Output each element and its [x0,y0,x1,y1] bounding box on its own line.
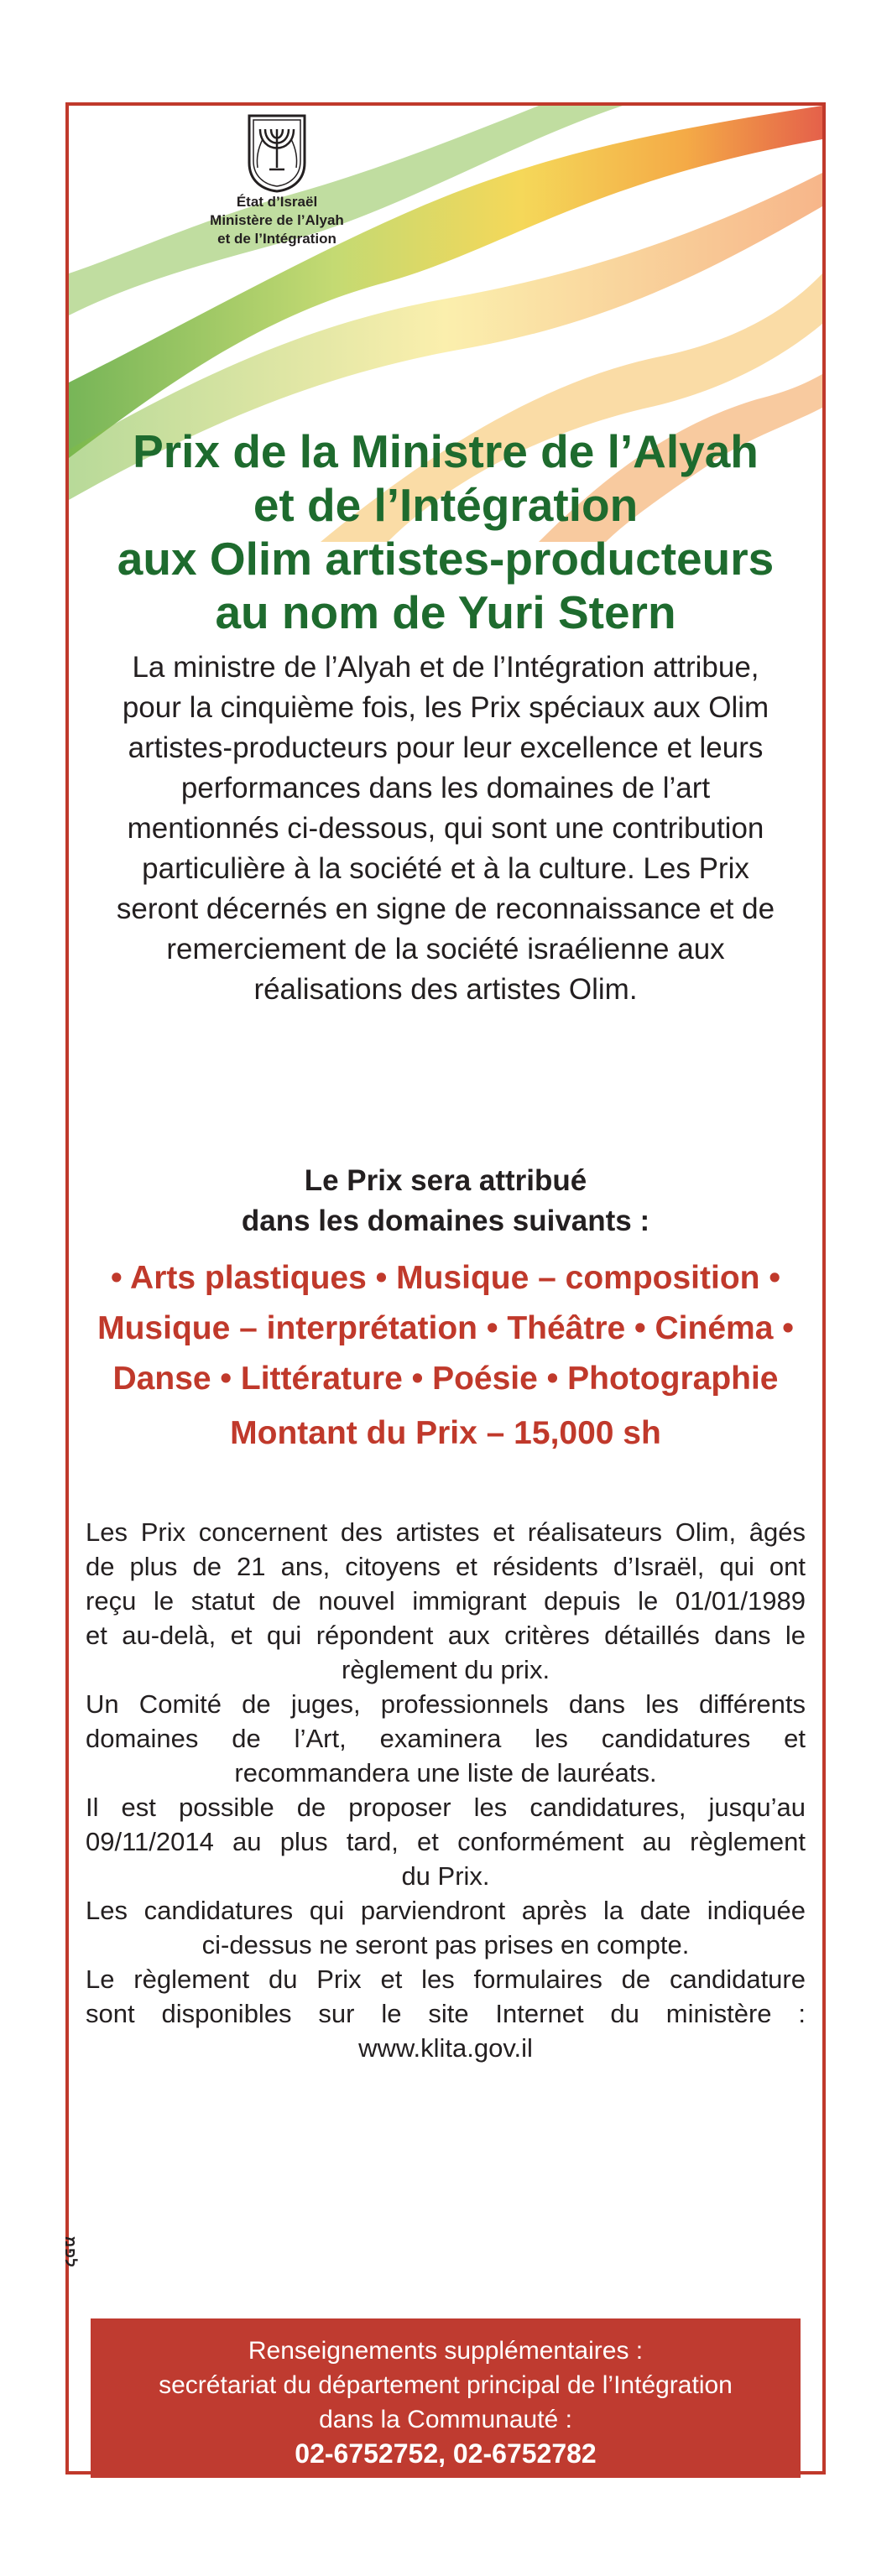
page-title [69,424,822,639]
info-line: Renseignements supplémentaires : [248,2337,644,2365]
body-line: règlement du prix. [341,1655,550,1684]
body-line: Il est possible de proposer les candidatures, jusqu’au [86,1793,806,1822]
body-line: ci-dessus ne seront pas prises en compte. [201,1930,690,1959]
domains-heading [69,1161,822,1241]
domains-list [69,1253,822,1404]
title-line: et de l’Intégration [253,479,639,531]
intro-line: particulière à la société et à la culture. Les Prix [142,852,749,885]
phone-numbers[interactable]: 02-6752752, 02-6752782 [295,2438,597,2469]
website-link[interactable]: www.klita.gov.il [358,2033,533,2063]
body-line: sont disponibles sur le site Internet du ministère : [86,1999,806,2028]
emblem-line-integration: et de l’Intégration [217,231,336,247]
body-line: 09/11/2014 au plus tard, et conformément au règlement [86,1827,806,1856]
subhead-line: dans les domaines suivants : [241,1205,650,1237]
info-box [91,2318,801,2478]
emblem-line-state: État d’Israël [236,194,318,210]
body-line: reçu le statut de nouvel immigrant depuis le 01/01/1989 [86,1586,806,1616]
title-line: au nom de Yuri Stern [215,586,676,638]
info-line: dans la Communauté : [319,2406,572,2433]
title-line: aux Olim artistes-producteurs [117,533,775,585]
domains-line: • Arts plastiques • Musique – composition • [111,1260,780,1296]
body-line: recommandera une liste de lauréats. [234,1758,657,1788]
intro-line: La ministre de l’Alyah et de l’Intégration attribue, [132,651,759,684]
body-line: Les Prix concernent des artistes et réalisateurs Olim, âgés [86,1517,806,1547]
body-line: Les candidatures qui parviendront après la date indiquée [86,1896,806,1925]
intro-line: remerciement de la société israélienne aux [166,933,725,965]
intro-line: performances dans les domaines de l’art [180,772,711,804]
intro-line: réalisations des artistes Olim. [253,973,638,1006]
ministry-emblem [176,112,378,248]
body-line: de plus de 21 ans, citoyens et résidents d’Israël, qui ont [86,1552,806,1581]
ad-frame [62,102,826,2475]
body-line: domaines de l’Art, examinera les candidatures et [86,1724,806,1753]
ad-code: לפמ [62,2236,79,2268]
domains-line: Musique – interprétation • Théâtre • Cinéma • [97,1310,794,1346]
prize-amount: Montant du Prix – 15,000 sh [230,1415,661,1451]
emblem-line-ministry: Ministère de l’Alyah [210,212,344,228]
subhead-line: Le Prix sera attribué [304,1164,587,1197]
title-line: Prix de la Ministre de l’Alyah [133,425,759,477]
body-line: du Prix. [401,1861,490,1891]
conditions-text [86,1515,806,2065]
intro-line: artistes-producteurs pour leur excellence et leurs [128,731,764,764]
body-line: et au-delà, et qui répondent aux critères détaillés dans le [86,1621,806,1650]
intro-paragraph [102,648,789,1010]
body-line: Un Comité de juges, professionnels dans les différents [86,1689,806,1719]
menorah-emblem-icon [243,112,311,193]
info-line: secrétariat du département principal de l’Intégration [159,2371,733,2399]
intro-line: mentionnés ci-dessous, qui sont une contribution [127,812,764,845]
body-line: Le règlement du Prix et les formulaires de candidature [86,1965,806,1994]
intro-line: pour la cinquième fois, les Prix spéciaux aux Olim [122,691,769,724]
intro-line: seront décernés en signe de reconnaissance et de [116,892,775,925]
domains-line: Danse • Littérature • Poésie • Photographie [112,1361,779,1397]
